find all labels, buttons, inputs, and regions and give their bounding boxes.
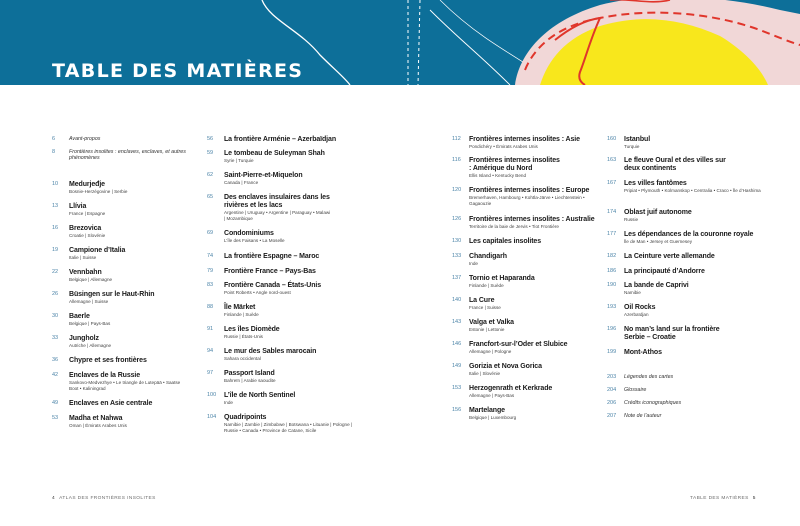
entry-title: La principauté d’Andorre [624,268,705,275]
entry-title: Frontières internes insolites : Europe [469,187,590,194]
entry-title: Les capitales insolites [469,238,542,245]
entry-title: Enclaves de la Russie [69,372,141,379]
entry-title: Gorizia et Nova Gorica [469,363,542,370]
page-number: 79 [207,268,214,274]
entry-subtitle: Croatie | Slovénie [69,233,106,238]
entry-subtitle: Sahara occidental [224,356,261,361]
entry-subtitle: Finlande | Suède [469,283,504,288]
entry-subtitle: Estonie | Lettonie [469,327,505,332]
entry-subtitle: Allemagne | Pays-Bas [469,393,515,398]
page-number: 186 [607,268,617,274]
page-title: TABLE DES MATIÈRES [52,60,304,82]
entry-title: Baerle [69,313,90,320]
page-number: 83 [207,282,214,288]
entry-title: Frontières internes insolites : Asie [469,136,580,143]
entry-title: Medurjeđje [69,181,105,188]
page-number: 182 [607,253,617,259]
page-number: 160 [607,136,617,142]
entry-title: Frontières internes insolites : Australie [469,216,595,223]
page-number: 42 [52,372,59,378]
page-number: 88 [207,304,214,310]
page-number: 149 [452,363,462,369]
entry-subtitle: Finlande | Suède [224,312,259,317]
footer-section-title: TABLE DES MATIÈRES [690,496,749,501]
entry-title: Condominiums [224,230,274,237]
entry-title: Martelange [469,407,505,414]
entry-subtitle: Ellis Island • Kentucky Bend [469,173,527,178]
page-number: 167 [607,180,617,186]
entry-subtitle: Canada | France [224,180,259,185]
entry-title: Frontière France – Pays-Bas [224,268,316,275]
entry-title: Le tombeau de Suleyman Shah [224,150,325,157]
entry-title: La Ceinture verte allemande [624,253,715,260]
entry-title: Büsingen sur le Haut-Rhin [69,291,155,298]
entry-subtitle: Bremerhaven, Hambourg • Kohtla-Järve • Liechtenstein • Gagaouzie [469,195,585,206]
entry-subtitle: Territoire de la baie de Jervis • Tiot Frontière [469,224,559,229]
entry-title: Chandigarh [469,253,507,260]
entry-title: Les îles Diomède [224,326,280,333]
entry-title: No man’s land sur la frontière Serbie – Croatie [624,326,720,341]
page-number: 207 [607,413,617,419]
entry-subtitle: Pondichéry • Émirats Arabes Unis [469,144,538,149]
entry-title: La frontière Arménie – Azerbaïdjan [224,136,337,143]
entry-subtitle: Point Roberts • Angle nord-ouest [224,290,291,295]
entry-title: Note de l’auteur [624,413,662,419]
entry-title: Le fleuve Oural et des villes sur deux continents [624,157,726,172]
page-number: 163 [607,157,617,163]
page-number: 22 [52,269,59,275]
entry-subtitle: Namibie [624,290,641,295]
entry-title: Île Märket [224,304,256,311]
footer-right [690,496,756,501]
page-number: 199 [607,349,617,355]
entry-subtitle: Bosnie-Herzégovine | Serbie [69,189,128,194]
entry-title: Vennbahn [69,269,102,276]
entry-title: Frontière Canada – États-Unis [224,282,322,289]
entry-title: La bande de Caprivi [624,282,689,289]
page-number: 193 [607,304,617,310]
page-number: 130 [452,238,462,244]
entry-subtitle: Île de Man • Jersey et Guernesey [624,239,692,244]
entry-title: Les villes fantômes [624,180,687,187]
entry-subtitle: Inde [469,261,478,266]
entry-subtitle: Allemagne | Suisse [69,299,109,304]
entry-subtitle: Russie | États-Unis [224,334,263,339]
page-number: 94 [207,348,214,354]
page-number: 116 [452,157,461,163]
entry-title: La frontière Espagne – Maroc [224,253,320,260]
entry-title: Passport Island [224,370,275,377]
entry-subtitle: Russie [624,217,639,222]
page-number: 204 [607,387,617,393]
page-number: 104 [207,414,217,420]
page-number: 13 [52,203,59,209]
footer-page-number: 4 [52,496,56,501]
entry-subtitle: Autriche | Allemagne [69,343,112,348]
entry-title: Les dépendances de la couronne royale [624,231,754,238]
entry-title: Frontières insolites : enclaves, exclaves, et autres phénomènes [69,149,186,162]
entry-subtitle: Azerbaïdjan [624,312,649,317]
footer-left [52,496,156,501]
entry-title: Oil Rocks [624,304,656,311]
entry-subtitle: Belgique | Allemagne [69,277,113,282]
page-number: 153 [452,385,462,391]
page-number: 206 [607,400,617,406]
page-number: 177 [607,231,617,237]
entry-subtitle: Belgique | Luxembourg [469,415,517,420]
page-number: 16 [52,225,59,231]
entry-subtitle: Italie | Suisse [69,255,97,260]
page-number: 156 [452,407,462,413]
page-number: 62 [207,172,214,178]
page-number: 49 [52,400,59,406]
entry-title: Saint-Pierre-et-Miquelon [224,172,303,179]
entry-title: Jungholz [69,335,99,342]
entry-title: Des enclaves insulaires dans les rivières et les lacs [224,194,330,209]
entry-title: Herzogenrath et Kerkrade [469,385,553,392]
entry-subtitle: Belgique | Pays-Bas [69,321,111,326]
entry-subtitle: Sankovo-Medvezhye • Le triangle de Lutepää • Saatse Boot • Kaliningrad [69,380,181,391]
page-number: 146 [452,341,462,347]
entry-subtitle: Namibie | Zambie | Zimbabwe | Botswana • Lituanie | Pologne | Russie • Canada • Province de Catane, Sicile [224,422,353,433]
header-banner [0,0,800,85]
entry-title: Quadripoints [224,414,267,421]
page-number: 56 [207,136,214,142]
entry-subtitle: Oman | Émirats Arabes Unis [69,423,127,428]
page-number: 126 [452,216,462,222]
entry-title: Légendes des cartes [624,374,674,380]
page-number: 10 [52,181,59,187]
page-number: 19 [52,247,59,253]
page-number: 33 [52,335,59,341]
entry-subtitle: France | Suisse [469,305,501,310]
entry-subtitle: L’île des Faisans • La Moselle [224,238,285,243]
page-number: 140 [452,297,462,303]
page-number: 133 [452,253,462,259]
entry-subtitle: Allemagne | Pologne [469,349,512,354]
page-number: 174 [607,209,617,215]
entry-title: La Cure [469,297,495,304]
entry-subtitle: France | Espagne [69,211,106,216]
entry-title: Crédits iconographiques [624,400,682,406]
page-number: 69 [207,230,214,236]
entry-title: Enclaves en Asie centrale [69,400,153,407]
page-number: 143 [452,319,462,325]
entry-title: Valga et Valka [469,319,514,326]
footer-book-title: ATLAS DES FRONTIÈRES INSOLITES [59,496,156,501]
entry-subtitle: Bahreïn | Arabie saoudite [224,378,276,383]
entry-title: Le mur des Sables marocain [224,348,317,355]
entry-title: Glossaire [624,387,647,393]
page-number: 196 [607,326,617,332]
entry-subtitle: Inde [224,400,233,405]
page-number: 120 [452,187,462,193]
page-number: 203 [607,374,617,380]
page-number: 112 [452,136,461,142]
entry-title: L’île de North Sentinel [224,392,296,399]
page-number: 26 [52,291,59,297]
page-number: 74 [207,253,214,259]
entry-title: Chypre et ses frontières [69,357,147,364]
entry-title: Oblast juif autonome [624,209,692,216]
entry-title: Mont-Athos [624,349,662,356]
entry-title: Madha et Nahwa [69,415,123,422]
entry-title: Avant-propos [69,136,101,142]
page-number: 91 [207,326,214,332]
entry-title: Tornio et Haparanda [469,275,535,282]
entry-title: Frontières internes insolites : Amérique du Nord [469,157,560,172]
page-number: 6 [52,136,56,142]
page-number: 59 [207,150,214,156]
page-number: 36 [52,357,59,363]
entry-subtitle: Syrie | Turquie [224,158,254,163]
entry-subtitle: Argentine | Uruguay • Argentine | Paraguay • Malawi | Mozambique [224,210,331,221]
page-number: 30 [52,313,59,319]
page-number: 100 [207,392,217,398]
entry-subtitle: Italie | Slovénie [469,371,501,376]
footer-page-number: 5 [752,496,756,501]
entry-title: Llívia [69,203,87,210]
entry-subtitle: Turquie [624,144,640,149]
page-number: 97 [207,370,214,376]
page-number: 190 [607,282,617,288]
entry-title: Brezovica [69,225,102,232]
entry-title: Francfort-sur-l’Oder et Slubice [469,341,568,348]
entry-subtitle: Pripiat • Plymouth • Kolmanskop • Centralia • Craco • Île d’Hashima [624,188,761,193]
page-number: 8 [52,149,56,155]
entry-title: Campione d’Italia [69,247,126,254]
page-number: 65 [207,194,214,200]
page-number: 53 [52,415,59,421]
entry-title: Istanbul [624,136,651,143]
page-number: 137 [452,275,462,281]
